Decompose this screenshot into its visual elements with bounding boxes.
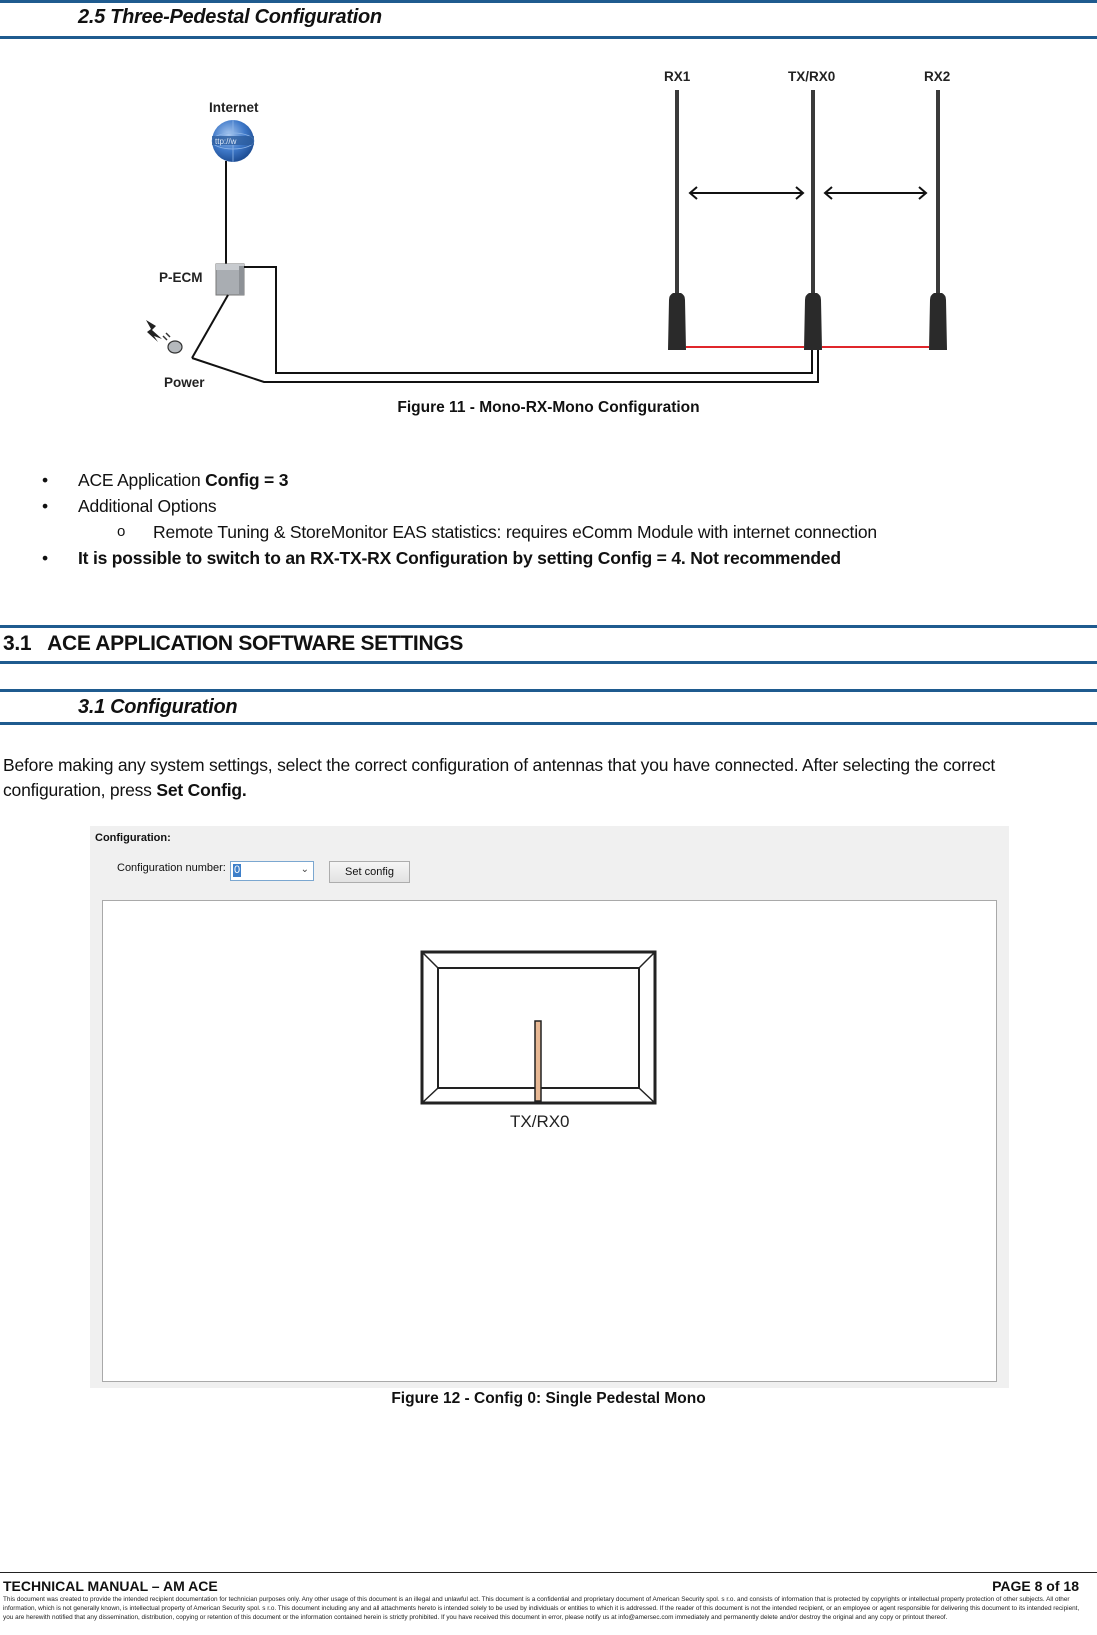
antenna-txrx0-bar bbox=[535, 1021, 541, 1101]
antenna-rx1 bbox=[668, 90, 686, 350]
power-plug-icon bbox=[146, 320, 182, 353]
page-number: PAGE 8 of 18 bbox=[992, 1578, 1079, 1594]
antenna-txrx0 bbox=[804, 90, 822, 350]
label-pecm: P-ECM bbox=[159, 270, 203, 285]
pedestal-layout-drawing bbox=[103, 901, 998, 1383]
footer-title: TECHNICAL MANUAL – AM ACE bbox=[3, 1578, 218, 1594]
bullet-config-3: • ACE Application Config = 3 bbox=[42, 470, 289, 490]
bullet-icon: • bbox=[42, 496, 48, 516]
antenna-rx2 bbox=[929, 90, 947, 350]
antenna-label-txrx0: TX/RX0 bbox=[510, 1112, 570, 1131]
heading-rule-top bbox=[0, 0, 1097, 3]
double-arrow-icon bbox=[690, 187, 926, 199]
internet-globe-icon bbox=[212, 120, 254, 162]
bullet-rx-tx-rx-note: • It is possible to switch to an RX-TX-RX Configuration by setting Config = 4. Not recommended bbox=[42, 548, 841, 568]
set-config-button[interactable]: Set config bbox=[329, 861, 410, 883]
svg-text:ttp://w: ttp://w bbox=[215, 137, 237, 146]
sub-bullet-icon: o bbox=[117, 523, 126, 540]
subsection-heading-configuration: 3.1 Configuration bbox=[78, 696, 238, 718]
configuration-number-label: Configuration number: bbox=[117, 862, 226, 874]
configuration-panel bbox=[90, 826, 1009, 1388]
selected-value: 0 bbox=[234, 864, 241, 876]
antenna-layout-canvas bbox=[102, 900, 997, 1382]
heading-rule-top bbox=[0, 625, 1097, 628]
label-internet: Internet bbox=[209, 100, 259, 115]
bullet-icon: • bbox=[42, 548, 48, 568]
pecm-module-icon bbox=[216, 264, 244, 295]
heading-rule-bottom bbox=[0, 661, 1097, 664]
figure-12-caption: Figure 12 - Config 0: Single Pedestal Mono bbox=[391, 1390, 706, 1407]
label-power: Power bbox=[164, 375, 205, 390]
label-rx1: RX1 bbox=[664, 69, 691, 84]
footer-divider bbox=[0, 1572, 1097, 1573]
section-heading-3-1: 3.1 ACE APPLICATION SOFTWARE SETTINGS bbox=[3, 632, 464, 655]
sub-bullet-remote-tuning: o Remote Tuning & StoreMonitor EAS statistics: requires eComm Module with internet connection bbox=[117, 522, 877, 542]
figure-11-caption: Figure 11 - Mono-RX-Mono Configuration bbox=[397, 399, 700, 416]
chevron-down-icon: ⌄ bbox=[300, 864, 309, 875]
bullet-icon: • bbox=[42, 470, 48, 490]
label-txrx0: TX/RX0 bbox=[788, 69, 836, 84]
footer-disclaimer: This document was created to provide the intended recipient documentation for technician purposes only. Any other usage of this document is an illegal and unlawful act. This document is a confidential and proprietary document of American Security spol. s r.o. and consists of information that is protected by copyrights or intellectual property protection of other subjects. All other information, which is not generally known, is intellectual property of American Security spol. s r.o. This document including any and all attachments hereto is intended solely to be used by individuals or entities to which it is addressed. If the reader of this document is not the intended recipient, or an employee or agent responsible for delivering this document to its intended recipient, you are herewith notified that any dissemination, distribution, copying or retention of this document or the information contained herein is strictly prohibited. If you have received this document in error, please notify us at info@amersec.com immediately and permanently delete and/or destroy the original and any copy or printout thereof. bbox=[3, 1596, 1080, 1621]
heading-rule-top bbox=[0, 689, 1097, 692]
label-rx2: RX2 bbox=[924, 69, 951, 84]
configuration-number-select[interactable] bbox=[230, 861, 314, 881]
heading-rule-bottom bbox=[0, 36, 1097, 39]
configuration-paragraph: Before making any system settings, select the correct configuration of antennas that you have connected. After selecting the correct configuration, press Set Config. bbox=[3, 755, 996, 800]
bullet-additional-options: • Additional Options bbox=[42, 496, 217, 516]
three-pedestal-diagram bbox=[0, 40, 1097, 390]
panel-title: Configuration: bbox=[95, 832, 171, 844]
heading-rule-bottom bbox=[0, 722, 1097, 725]
section-heading-2-5: 2.5 Three-Pedestal Configuration bbox=[78, 6, 382, 28]
